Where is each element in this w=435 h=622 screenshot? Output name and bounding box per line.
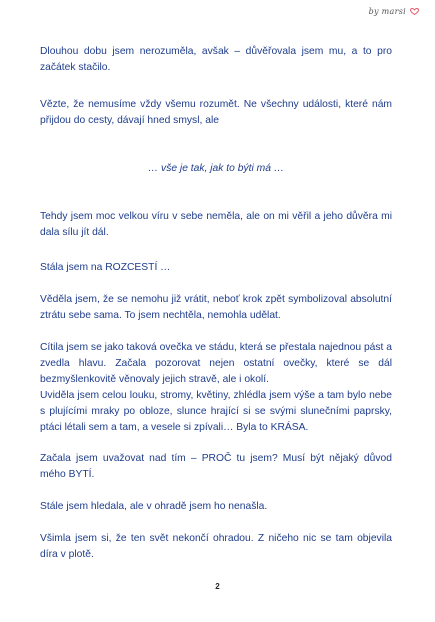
page-header [369, 7, 419, 16]
paragraph-sheep: Cítila jsem se jako taková ovečka ve stádu, která se přestala najednou pást a zvedla hlavu. Začala pozorovat nejen ostatní ovečky, které se dál bezmyšlenkovitě věnovaly jejich stravě, ale i okolí. [40, 342, 393, 385]
heart-icon [410, 8, 419, 15]
paragraph-searching: Stále jsem hledala, ale v ohradě jsem ho nenašla. [40, 501, 268, 512]
paragraph-no-return: Věděla jsem, že se nemohu již vrátit, neboť krok zpět symbolizoval absolutní ztrátu sebe sama. To jsem nechtěla, nemohla udělat. [40, 294, 392, 321]
paragraph-trust: Dlouhou dobu jsem nerozuměla, avšak – důvěřovala jsem mu, a to pro začátek stačilo. [40, 46, 392, 73]
paragraph-understanding: Vězte, že nemusíme vždy všemu rozumět. Ne všechny události, které nám přijdou do cesty, dávají hned smysl, ale [40, 99, 392, 126]
paragraph-hole-in-fence: Všimla jsem si, že ten svět nekončí ohradou. Z ničeho nic se tam objevila díra v plotě. [40, 533, 392, 560]
paragraph-why: Začala jsem uvažovat nad tím – PROČ tu jsem? Musí být nějaký důvod mého BYTÍ. [40, 453, 392, 480]
author-signature: by marsi [368, 7, 406, 16]
page-number: 2 [215, 582, 220, 591]
centered-quote: … vše je tak, jak to býti má … [147, 163, 285, 174]
paragraph-crossroads: Stála jsem na ROZCESTÍ … [40, 262, 171, 273]
paragraph-beauty: Uviděla jsem celou louku, stromy, květiny, zhlédla jsem výše a tam bylo nebe s plujícími mraky po obloze, slunce hrající si se svými slunečními paprsky, ptáci létali sem a tam, a vesele si zpívali… Byla to KRÁSA. [40, 390, 392, 433]
paragraph-belief: Tehdy jsem moc velkou víru v sebe neměla, ale on mi věřil a jeho důvěra mi dala sílu jít dál. [40, 211, 392, 238]
